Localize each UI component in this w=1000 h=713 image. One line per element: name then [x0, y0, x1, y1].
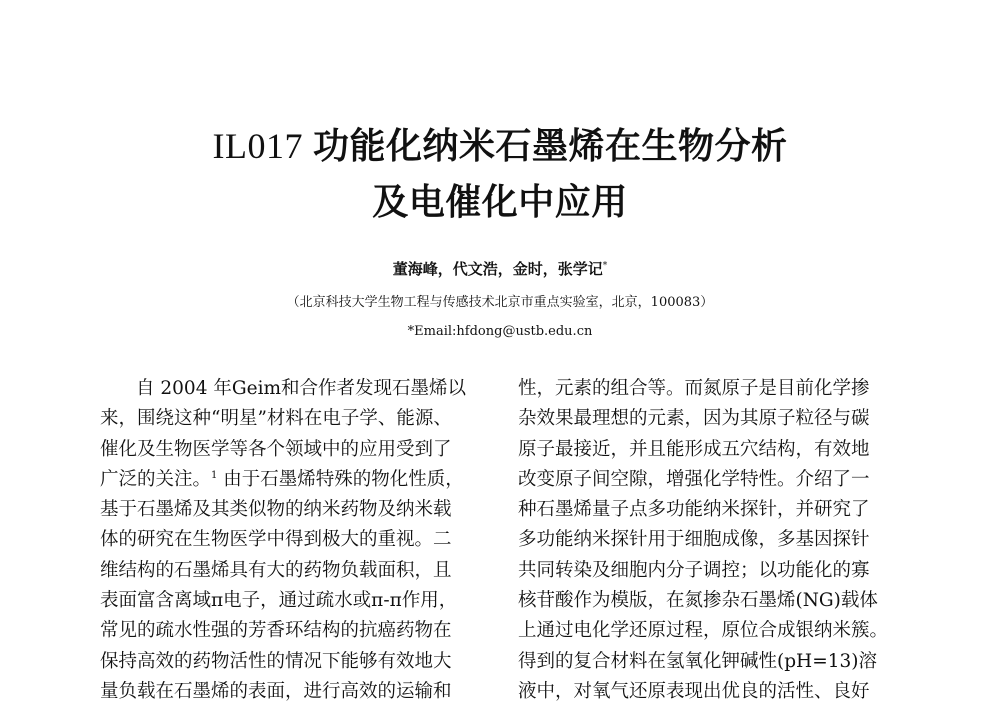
authors-text: 董海峰，代文浩，金时，张学记 — [392, 260, 603, 278]
body-line: 原子最接近，并且能形成五穴结构，有效地 — [518, 438, 870, 460]
body-line: 共同转染及细胞内分子调控；以功能化的寡 — [518, 559, 870, 581]
body-line: 得到的复合材料在氢氧化钾碱性(pH=13)溶 — [518, 650, 877, 672]
body-line: 表面富含离域π电子，通过疏水或π-π作用， — [100, 590, 458, 612]
body-line-text: 由于石墨烯特殊的物化性质， — [217, 468, 464, 490]
body-line: 自 2004 年Geim和合作者发现石墨烯以 — [136, 378, 467, 399]
body-line — [100, 465, 480, 495]
body-line: 量负载在石墨烯的表面，进行高效的运输和 — [100, 680, 452, 702]
title-line-2: 及电催化中应用 — [372, 182, 628, 223]
body-line: 保持高效的药物活性的情况下能够有效地大 — [100, 650, 452, 672]
title-text-1: 功能化纳米石墨烯在生物分析 — [312, 126, 788, 167]
body-line: 改变原子间空隙，增强化学特性。介绍了一 — [518, 468, 870, 490]
body-line-text: 广泛的关注。 — [100, 468, 212, 490]
email: *Email:hfdong@ustb.edu.cn — [407, 324, 593, 339]
title-line-1 — [0, 118, 1000, 175]
affiliation: （北京科技大学生物工程与传感技术北京市重点实验室，北京，100083） — [286, 295, 714, 310]
body-line: 液中，对氧气还原表现出优良的活性、良好 — [518, 680, 870, 702]
body-column-left — [100, 374, 480, 707]
body-line: 种石墨烯量子点多功能纳米探针，并研究了 — [518, 499, 870, 521]
body-line: 基于石墨烯及其类似物的纳米药物及纳米载 — [100, 499, 452, 521]
body-line: 来，围绕这种“明星”材料在电子学、能源、 — [100, 408, 452, 430]
citation-ref: 1 — [211, 469, 218, 481]
body-line: 维结构的石墨烯具有大的药物负载面积，且 — [100, 559, 452, 581]
paper-code: IL017 — [212, 126, 303, 166]
body-line: 性，元素的组合等。而氮原子是目前化学掺 — [518, 378, 870, 399]
body-line: 催化及生物医学等各个领域中的应用受到了 — [100, 438, 452, 460]
body-line: 核苷酸作为模版，在氮掺杂石墨烯(NG)载体 — [518, 590, 878, 612]
body-line: 杂效果最理想的元素，因为其原子粒径与碳 — [518, 408, 870, 430]
paper-title — [0, 118, 1000, 231]
corresponding-mark: * — [602, 261, 608, 271]
body-line: 体的研究在生物医学中得到极大的重视。二 — [100, 529, 452, 551]
body-line: 上通过电化学还原过程，原位合成银纳米簇。 — [518, 620, 889, 642]
body-line: 常见的疏水性强的芳香环结构的抗癌药物在 — [100, 620, 452, 642]
body-column-right — [518, 374, 898, 707]
body-line: 多功能纳米探针用于细胞成像，多基因探针 — [518, 529, 870, 551]
author-list — [0, 258, 1000, 279]
